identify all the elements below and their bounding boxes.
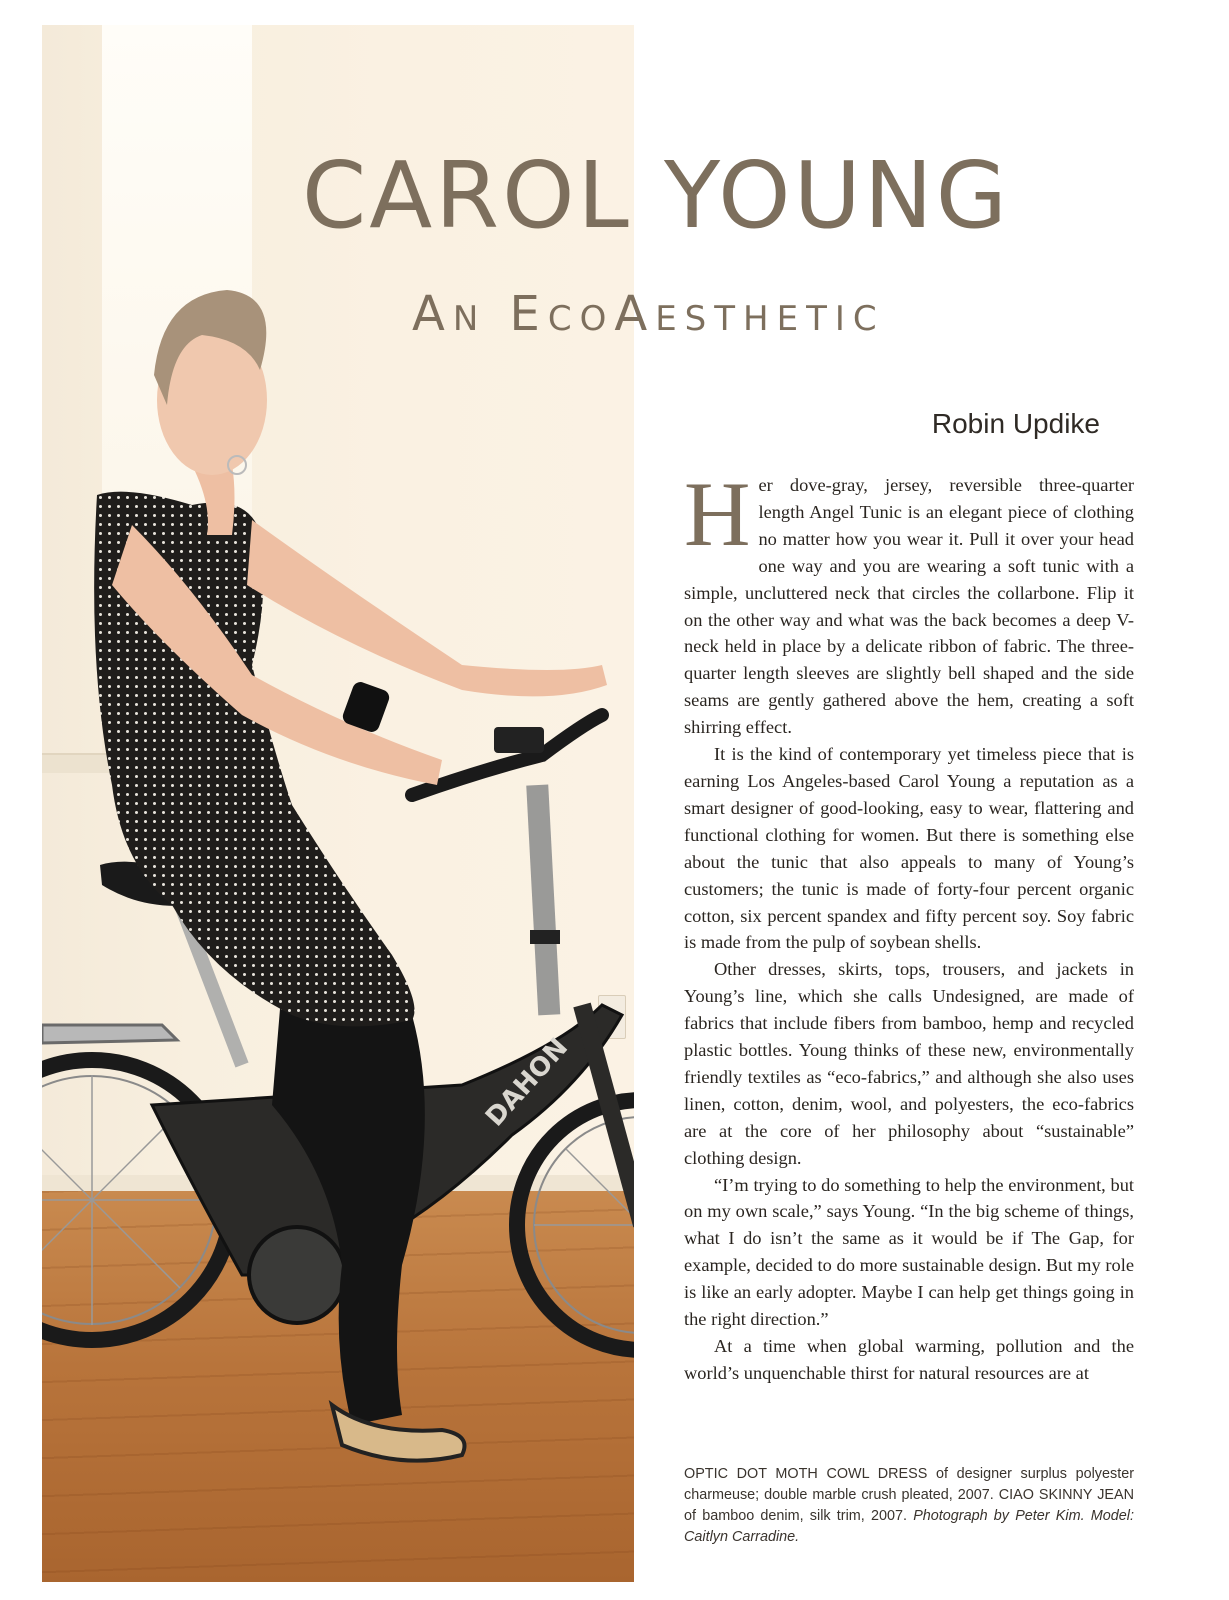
bike-display — [494, 727, 544, 753]
article-paragraph-4: “I’m trying to do something to help the environment, but on my own scale,” says Young. “In the big scheme of things, what I do isn’t the same as it would be if The Gap, for example, decided to do more sustainable design. But my role is like an early adopter. Maybe I can help get things going in the right direction.” — [684, 1174, 1134, 1330]
author-byline: Robin Updike — [931, 408, 1100, 439]
article-body — [684, 463, 1134, 1387]
page-subtitle: An EcoAesthetic — [412, 286, 885, 342]
drop-cap: H — [684, 463, 751, 565]
article-paragraph-1 — [684, 463, 1134, 741]
article-paragraph-3: Other dresses, skirts, tops, trousers, and jackets in Young’s line, which she calls Undesigned, are made of fabrics that include fibers from bamboo, hemp and recycled plastic bottles. Young thinks of these new, environmentally friendly textiles as “eco-fabrics,” and although she also uses linen, cotton, denim, wool, and polyesters, the eco-fabrics are at the core of her philosophy about “sustainable” clothing design. — [684, 959, 1134, 1168]
photo-caption — [684, 1464, 1134, 1548]
caption-credit: Photograph by Peter Kim. Model: Caitlyn Carradine. — [684, 1508, 1134, 1545]
page-title: CAROL YOUNG — [302, 142, 1011, 249]
model-on-bicycle-illustration — [42, 25, 634, 1582]
bike-brand-label: DAHON — [480, 1032, 575, 1133]
article-paragraph-5: At a time when global warming, pollution and the world’s unquenchable thirst for natural resources are at — [684, 1336, 1134, 1383]
paragraph-text: er dove-gray, jersey, reversible three-quarter length Angel Tunic is an elegant piece of clothing no matter how you wear it. Pull it over your head one way and you are wearing a soft tunic with a simple, uncluttered neck that circles the collarbone. Flip it on the other way and what was the back becomes a deep V-neck held in place by a delicate ribbon of fabric. The three-quarter length sleeves are slightly bell shaped and the side seams are gently gathered above the hem, creating a soft shirring effect. — [684, 475, 1134, 738]
article-paragraph-2: It is the kind of contemporary yet timeless piece that is earning Los Angeles-based Carol Young a reputation as a smart designer of good-looking, easy to wear, flattering and functional clothing for women. But there is something else about the tunic that also appeals to many of Young’s customers; the tunic is made of forty-four percent organic cotton, six percent spandex and fifty percent soy. Soy fabric is made from the pulp of soybean shells. — [684, 744, 1134, 953]
caption-text: OPTIC DOT MOTH COWL DRESS of designer surplus polyester charmeuse; double marble crush pleated, 2007. CIAO SKINNY JEAN of bamboo denim, silk trim, 2007. — [684, 1466, 1134, 1524]
cover-photograph — [42, 25, 634, 1582]
